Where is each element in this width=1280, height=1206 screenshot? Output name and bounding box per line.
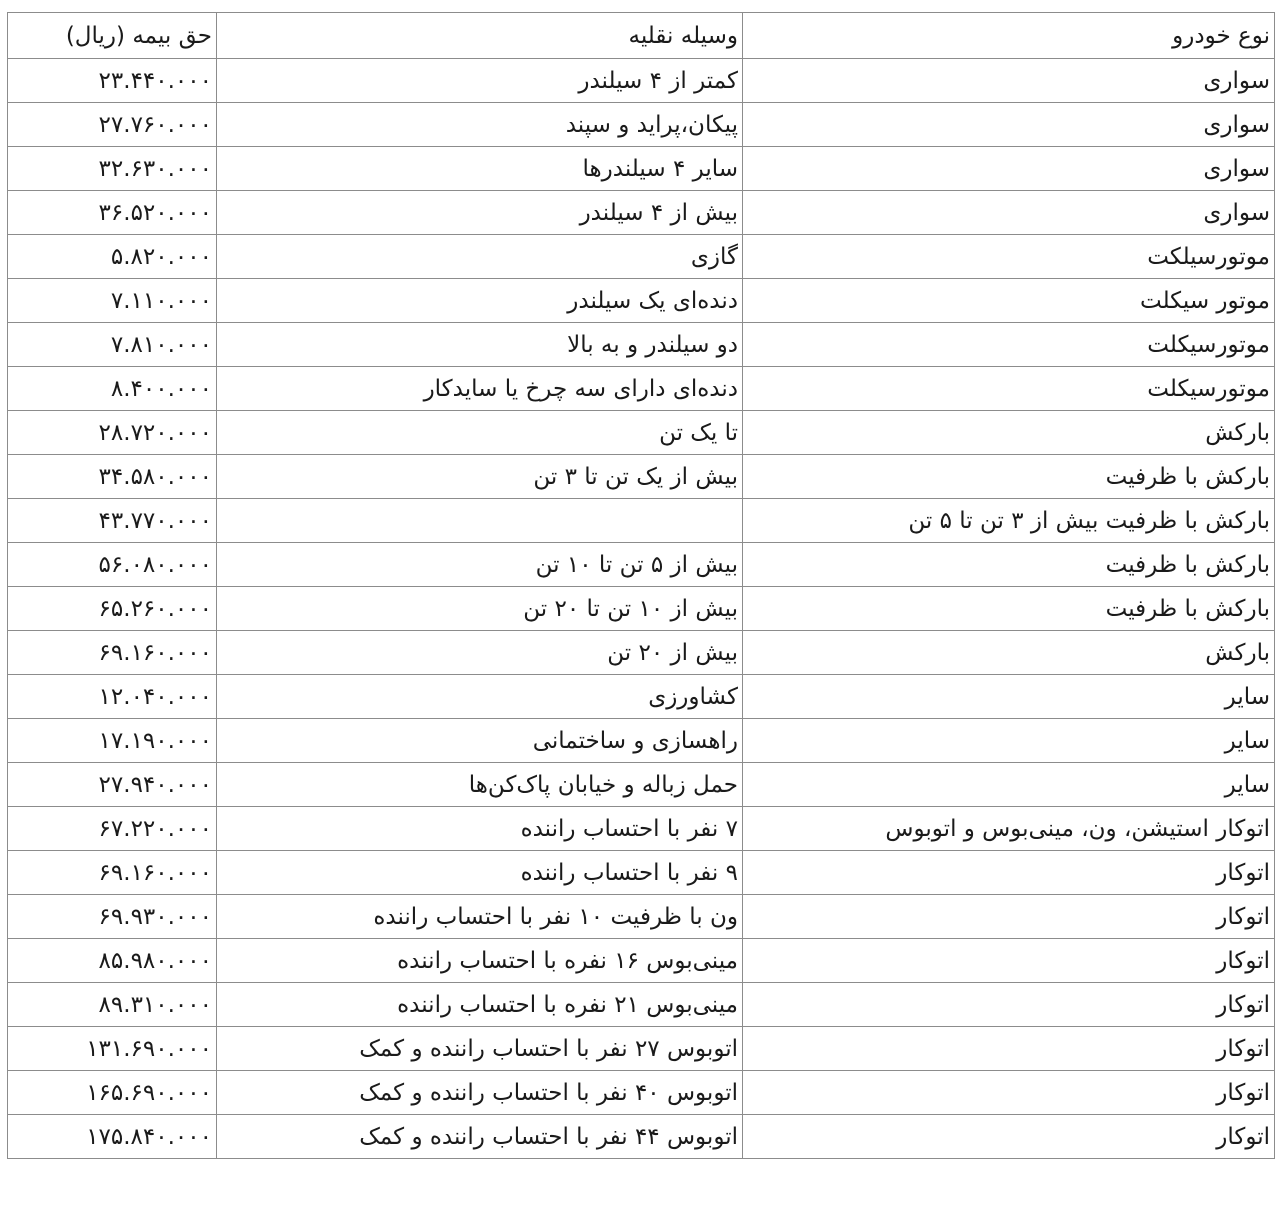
cell-premium: ۳۴.۵۸۰.۰۰۰	[8, 455, 217, 499]
cell-vehicle: پیکان،پراید و سپند	[217, 103, 743, 147]
cell-premium: ۳۶.۵۲۰.۰۰۰	[8, 191, 217, 235]
cell-premium: ۱۷۵.۸۴۰.۰۰۰	[8, 1115, 217, 1159]
cell-vehicle-type: سواری	[743, 59, 1275, 103]
cell-premium: ۷.۱۱۰.۰۰۰	[8, 279, 217, 323]
cell-vehicle-type: موتورسیکلت	[743, 367, 1275, 411]
table-row	[8, 1027, 1275, 1071]
table-row	[8, 983, 1275, 1027]
cell-vehicle-type: موتور سیکلت	[743, 279, 1275, 323]
cell-vehicle-type: اتوکار	[743, 851, 1275, 895]
header-premium: حق بیمه (ریال)	[8, 13, 217, 59]
cell-vehicle-type: اتوکار	[743, 1071, 1275, 1115]
cell-vehicle-type: بارکش	[743, 411, 1275, 455]
table-header	[8, 13, 1275, 59]
cell-premium: ۲۸.۷۲۰.۰۰۰	[8, 411, 217, 455]
cell-vehicle: گازی	[217, 235, 743, 279]
cell-vehicle: بیش از ۲۰ تن	[217, 631, 743, 675]
cell-premium: ۱۷.۱۹۰.۰۰۰	[8, 719, 217, 763]
cell-vehicle: دنده‌ای دارای سه چرخ یا سایدکار	[217, 367, 743, 411]
cell-vehicle: دو سیلندر و به بالا	[217, 323, 743, 367]
cell-vehicle-type: سواری	[743, 191, 1275, 235]
cell-vehicle-type: بارکش	[743, 631, 1275, 675]
table-row	[8, 235, 1275, 279]
table-row	[8, 323, 1275, 367]
cell-premium: ۸۵.۹۸۰.۰۰۰	[8, 939, 217, 983]
table-row	[8, 675, 1275, 719]
header-vehicle-type: نوع خودرو	[743, 13, 1275, 59]
table-row	[8, 763, 1275, 807]
cell-vehicle-type: اتوکار استیشن، ون، مینی‌بوس و اتوبوس	[743, 807, 1275, 851]
table-row	[8, 455, 1275, 499]
cell-premium: ۵۶.۰۸۰.۰۰۰	[8, 543, 217, 587]
cell-vehicle: اتوبوس ۴۰ نفر با احتساب راننده و کمک	[217, 1071, 743, 1115]
cell-vehicle: دنده‌ای یک سیلندر	[217, 279, 743, 323]
cell-vehicle: تا یک تن	[217, 411, 743, 455]
cell-premium: ۵.۸۲۰.۰۰۰	[8, 235, 217, 279]
table-row	[8, 147, 1275, 191]
cell-premium: ۶۹.۱۶۰.۰۰۰	[8, 851, 217, 895]
cell-vehicle: بیش از یک تن تا ۳ تن	[217, 455, 743, 499]
table-row	[8, 895, 1275, 939]
cell-premium: ۶۵.۲۶۰.۰۰۰	[8, 587, 217, 631]
cell-premium: ۲۷.۷۶۰.۰۰۰	[8, 103, 217, 147]
table-row	[8, 1115, 1275, 1159]
cell-vehicle	[217, 499, 743, 543]
cell-premium: ۱۲.۰۴۰.۰۰۰	[8, 675, 217, 719]
cell-vehicle-type: بارکش با ظرفیت بیش از ۳ تن تا ۵ تن	[743, 499, 1275, 543]
cell-vehicle-type: اتوکار	[743, 983, 1275, 1027]
table-row	[8, 367, 1275, 411]
table-row	[8, 279, 1275, 323]
cell-vehicle: کشاورزی	[217, 675, 743, 719]
cell-vehicle: مینی‌بوس ۱۶ نفره با احتساب راننده	[217, 939, 743, 983]
cell-premium: ۲۷.۹۴۰.۰۰۰	[8, 763, 217, 807]
cell-vehicle: بیش از ۵ تن تا ۱۰ تن	[217, 543, 743, 587]
cell-vehicle: اتوبوس ۲۷ نفر با احتساب راننده و کمک	[217, 1027, 743, 1071]
cell-premium: ۴۳.۷۷۰.۰۰۰	[8, 499, 217, 543]
cell-premium: ۱۶۵.۶۹۰.۰۰۰	[8, 1071, 217, 1115]
cell-vehicle-type: اتوکار	[743, 1027, 1275, 1071]
header-row	[8, 13, 1275, 59]
cell-premium: ۸.۴۰۰.۰۰۰	[8, 367, 217, 411]
cell-premium: ۶۹.۱۶۰.۰۰۰	[8, 631, 217, 675]
table-row	[8, 851, 1275, 895]
cell-vehicle: ۷ نفر با احتساب راننده	[217, 807, 743, 851]
cell-premium: ۷.۸۱۰.۰۰۰	[8, 323, 217, 367]
insurance-premium-table-wrapper	[7, 12, 1274, 1159]
cell-vehicle-type: اتوکار	[743, 1115, 1275, 1159]
cell-vehicle-type: اتوکار	[743, 895, 1275, 939]
table-row	[8, 631, 1275, 675]
table-row	[8, 719, 1275, 763]
cell-premium: ۱۳۱.۶۹۰.۰۰۰	[8, 1027, 217, 1071]
cell-vehicle: بیش از ۱۰ تن تا ۲۰ تن	[217, 587, 743, 631]
cell-premium: ۳۲.۶۳۰.۰۰۰	[8, 147, 217, 191]
cell-premium: ۸۹.۳۱۰.۰۰۰	[8, 983, 217, 1027]
cell-vehicle-type: سایر	[743, 763, 1275, 807]
cell-vehicle-type: بارکش با ظرفیت	[743, 543, 1275, 587]
cell-vehicle-type: سایر	[743, 719, 1275, 763]
cell-vehicle-type: موتورسیلکت	[743, 235, 1275, 279]
table-row	[8, 499, 1275, 543]
cell-vehicle: راهسازی و ساختمانی	[217, 719, 743, 763]
cell-vehicle-type: سایر	[743, 675, 1275, 719]
table-row	[8, 411, 1275, 455]
header-vehicle: وسیله نقلیه	[217, 13, 743, 59]
cell-vehicle-type: سواری	[743, 147, 1275, 191]
table-row	[8, 191, 1275, 235]
table-row	[8, 1071, 1275, 1115]
cell-vehicle: ۹ نفر با احتساب راننده	[217, 851, 743, 895]
cell-vehicle: بیش از ۴ سیلندر	[217, 191, 743, 235]
table-row	[8, 939, 1275, 983]
table-row	[8, 103, 1275, 147]
table-row	[8, 587, 1275, 631]
table-body	[8, 59, 1275, 1159]
insurance-premium-table	[7, 12, 1275, 1159]
cell-vehicle: اتوبوس ۴۴ نفر با احتساب راننده و کمک	[217, 1115, 743, 1159]
cell-vehicle: کمتر از ۴ سیلندر	[217, 59, 743, 103]
cell-vehicle-type: موتورسیکلت	[743, 323, 1275, 367]
cell-vehicle-type: بارکش با ظرفیت	[743, 455, 1275, 499]
cell-vehicle-type: بارکش با ظرفیت	[743, 587, 1275, 631]
cell-premium: ۲۳.۴۴۰.۰۰۰	[8, 59, 217, 103]
cell-vehicle-type: اتوکار	[743, 939, 1275, 983]
table-row	[8, 807, 1275, 851]
table-row	[8, 59, 1275, 103]
cell-vehicle: سایر ۴ سیلندرها	[217, 147, 743, 191]
cell-premium: ۶۷.۲۲۰.۰۰۰	[8, 807, 217, 851]
cell-vehicle-type: سواری	[743, 103, 1275, 147]
cell-vehicle: ون با ظرفیت ۱۰ نفر با احتساب راننده	[217, 895, 743, 939]
table-row	[8, 543, 1275, 587]
cell-premium: ۶۹.۹۳۰.۰۰۰	[8, 895, 217, 939]
cell-vehicle: مینی‌بوس ۲۱ نفره با احتساب راننده	[217, 983, 743, 1027]
cell-vehicle: حمل زباله و خیابان پاک‌کن‌ها	[217, 763, 743, 807]
